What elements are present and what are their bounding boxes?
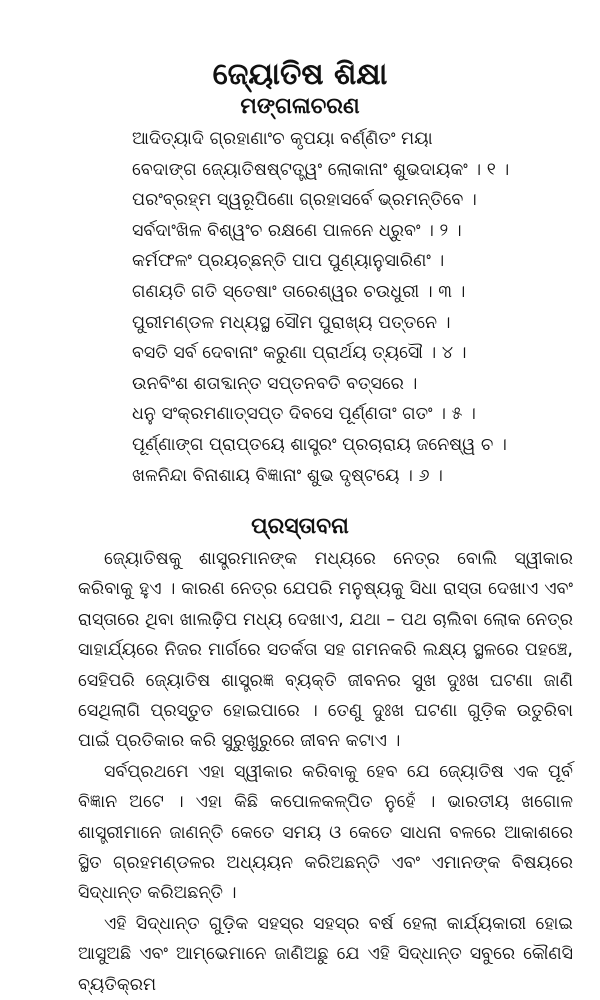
verse-line: ଧନୁ ସଂକ୍ରମଣାତ୍ସପ୍ତ ଦିବସେ ପୂର୍ଣ୍ଣତାଂ ଗତଂ । ୫ । xyxy=(132,404,476,425)
verse-line: ଗଣୟତି ଗତି ସ୍ତେଷାଂ ତାରେଶ୍ୱର ଚଉଧୁରୀ । ୩ । xyxy=(132,281,466,302)
invocation-heading: ମଙ୍ଗଳାଚରଣ xyxy=(240,94,360,119)
paragraph: ଜ୍ୟୋତିଷକୁ ଶାସ୍ତ୍ରମାନଙ୍କ ମଧ୍ୟରେ ନେତ୍ର ବୋଲି ସ୍ୱୀକାର କରିବାକୁ ହୁଏ । କାରଣ ନେତ୍ର ଯେପରି ମନୁଷ୍ୟକୁ ସିଧା ରାସ୍ତା ଦେଖାଏ ଏବଂ ରାସ୍ତାରେ ଥିବା ଖାଲଢ଼ିପ ମଧ୍ୟ ଦେଖାଏ, ଯଥା – ପଥ ଚାଲିବା ଲୋକ ନେତ୍ର ସାହାର୍ଯ୍ୟରେ ନିଜର ମାର୍ଗରେ ସତର୍କତା ସହ ଗମନକରି ଲକ୍ଷ୍ୟ ସ୍ଥଳରେ ପହଞ୍ଚେ, ସେହିପରି ଜ୍ୟୋତିଷ ଶାସ୍ତ୍ରଜ୍ଞ ବ୍ୟକ୍ତି ଜୀବନର ସୁଖ ଦୁଃଖ ଘଟଣା ଜାଣି ସେଥିଲାଗି ପ୍ରସ୍ତୁତ ହୋଇପାରେ । ତେଣୁ ଦୁଃଖ ଘଟଣା ଗୁଡ଼ିକ ଉତୁରିବା ପାଇଁ ପ୍ରତିକାର କରି ସୁରୁଖୁରୁରେ ଜୀବନ କଟାଏ । xyxy=(78,549,573,752)
verse-line: ଖଳନିନ୍ଦା ବିନାଶାୟ ବିଜ୍ଞାନାଂ ଶୁଭ ଦୃଷ୍ଟୟେ । ୬ । xyxy=(132,465,443,486)
verse-line: କର୍ମଫଳଂ ପ୍ରୟଚ୍ଛନ୍ତି ପାପ ପୁଣ୍ୟାନୁସାରିଣଂ । xyxy=(132,251,445,272)
paragraph: ସର୍ବପ୍ରଥମେ ଏହା ସ୍ୱୀକାର କରିବାକୁ ହେବ ଯେ ଜ୍ୟୋତିଷ ଏକ ପୂର୍ବ ବିଜ୍ଞାନ ଅଟେ । ଏହା କିଛି କପୋଳକଳ୍ପିତ ନୁହେଁ । ଭାରତୀୟ ଖଗୋଳ ଶାସ୍ତ୍ରୀମାନେ ଜାଣନ୍ତି କେତେ ସମୟ ଓ କେତେ ସାଧନା ବଳରେ ଆକାଶରେ ସ୍ଥିତ ଗ୍ରହମଣ୍ଡଳର ଅଧ୍ୟୟନ କରିଅଛନ୍ତି ଏବଂ ଏମାନଙ୍କ ବିଷୟରେ ସିଦ୍ଧାନ୍ତ କରିଅଛନ୍ତି । xyxy=(78,761,573,904)
verse-line: ଉନବିଂଶ ଶତାବ୍ଦାନ୍ତ ସପ୍ତନବତି ବତ୍ସରେ । xyxy=(132,373,418,394)
page-title: ଜ୍ୟୋତିଷ ଶିକ୍ଷା xyxy=(212,57,388,92)
verse-line: ପରଂବ୍ରହ୍ମ ସ୍ୱରୂପିଣୋ ଗ୍ରହାସର୍ବେ ଭ୍ରମନ୍ତିବେ । xyxy=(132,190,477,211)
verse-line: ବସତି ସର୍ବ ଦେବାନାଂ କରୁଣା ପ୍ରାର୍ଥୟ ତ୍ୟସୌ । ୪ । xyxy=(132,343,467,364)
preface-body xyxy=(78,544,573,1000)
invocation-verses xyxy=(132,124,572,491)
verse-line: ସର୍ବଦାଂଖିଳ ବିଶ୍ୱଂଚ ରକ୍ଷଣେ ପାଳନେ ଧ୍ରୁବଂ । ୨ । xyxy=(132,220,462,241)
verse-line: ପୁରୀମଣ୍ଡଳ ମଧ୍ୟସ୍ଥ ସୌମ ପୁରାଖ୍ୟ ପତ୍ତନେ । xyxy=(132,312,451,333)
verse-line: ପୂର୍ଣ୍ଣାଙ୍ଗ ପ୍ରାପ୍ତୟେ ଶାସ୍ତ୍ରଂ ପ୍ରଚାରାୟ ଜନେଷ୍ୱ ଚ । xyxy=(132,434,507,455)
verse-line: ଆଦିତ୍ୟାଦି ଗ୍ରହାଣାଂଚ କୃପୟା ବର୍ଣ୍ଣିତଂ ମୟା xyxy=(132,129,433,149)
paragraph: ଏହି ସିଦ୍ଧାନ୍ତ ଗୁଡ଼ିକ ସହସ୍ର ସହସ୍ର ବର୍ଷ ହେଲା କାର୍ଯ୍ୟକାରୀ ହୋଇ ଆସୁଅଛି ଏବଂ ଆମ୍ଭେମାନେ ଜାଣିଅଛୁ ଯେ ଏହି ସିଦ୍ଧାନ୍ତ ସବୁରେ କୌଣସି ବ୍ୟତିକ୍ରମ xyxy=(78,913,573,995)
preface-heading: ପ୍ରସ୍ତାବନା xyxy=(251,514,349,539)
verse-line: ବେଦାଙ୍ଗ ଜ୍ୟୋତିଷଷ୍ଟତ୍ତ୍ୱଂ ଲୋକାନାଂ ଶୁଭଦାୟକଂ । ୧ । xyxy=(132,159,510,180)
